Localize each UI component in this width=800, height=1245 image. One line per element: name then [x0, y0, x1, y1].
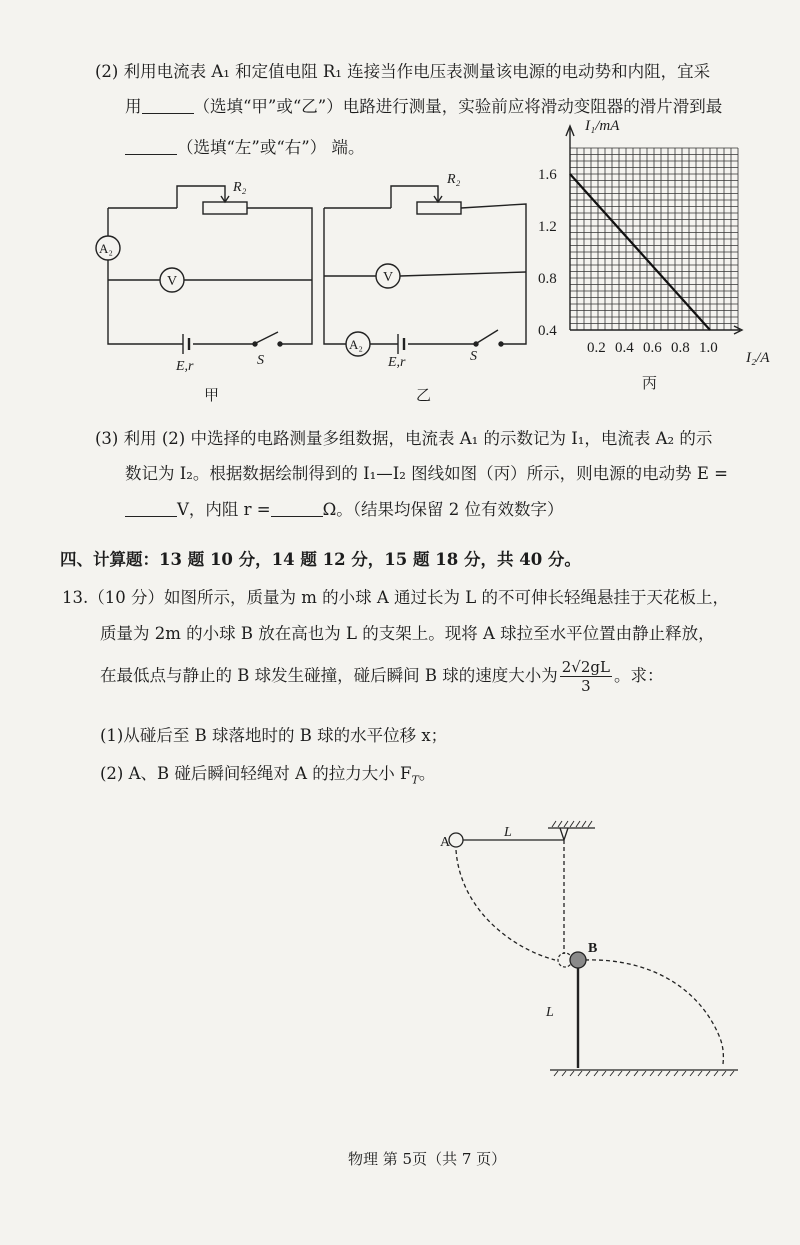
q13-line2: 质量为 2m 的小球 B 放在高也为 L 的支架上。现将 A 球拉至水平位置由静止释放，: [100, 624, 715, 643]
pivot-icon: [560, 828, 568, 840]
velocity-fraction: [560, 658, 612, 695]
page-footer: 物理 第 5页（共 7 页）: [348, 1150, 507, 1168]
graph-caption: 丙: [642, 376, 658, 392]
switch-label: S: [470, 349, 477, 364]
y-axis-label: I₁/mA: [585, 118, 620, 134]
x-tick-label: 0.4: [615, 340, 634, 356]
answer-blank-resistance: [271, 500, 323, 518]
q2-line3: [125, 134, 365, 158]
x-tick-label: 0.6: [643, 340, 662, 356]
answer-blank-direction: [125, 138, 177, 156]
q13-line3-post: 。求：: [613, 666, 664, 685]
q3-line3: [125, 496, 564, 520]
circuit-jia: [90, 172, 322, 407]
source-label: E,r: [176, 359, 194, 374]
trajectory-b: [585, 960, 723, 1064]
voltmeter-label: V: [167, 274, 178, 289]
q2-line3-post: （选填“左”或“右”） 端。: [177, 138, 365, 157]
voltmeter-label: V: [383, 270, 394, 285]
circuit-caption: 乙: [416, 388, 432, 404]
q13-line3-pre: 在最低点与静止的 B 球发生碰撞，碰后瞬间 B 球的速度大小为: [100, 666, 558, 685]
q3-line2: 数记为 I₂。根据数据绘制得到的 I₁—I₂ 图线如图（丙）所示，则电源的电动势 E =: [125, 464, 728, 483]
x-tick-label: 0.8: [671, 340, 690, 356]
q13-sub2-end: 。: [418, 764, 436, 783]
y-tick-label: 0.4: [538, 323, 557, 339]
q3-line3-b: Ω。（结果均保留 2 位有效数字）: [322, 500, 564, 519]
y-tick-label: 1.2: [538, 219, 557, 235]
rheostat-label: R₂: [233, 180, 247, 195]
circuit-yi: [316, 172, 538, 407]
q13-sub2: [100, 760, 435, 786]
label-length-rope: L: [504, 825, 512, 840]
q2-line2-post: （选填“甲”或“乙”）电路进行测量，实验前应将滑动变阻器的滑片滑到最: [193, 97, 723, 116]
ball-b-icon: [570, 952, 586, 968]
x-tick-label: 0.2: [587, 340, 606, 356]
answer-blank-circuit: [142, 97, 194, 115]
label-b: B: [588, 941, 598, 956]
q2-line2-pre: 用: [125, 97, 142, 116]
y-tick-label: 1.6: [538, 167, 557, 183]
q13-line3: [100, 658, 663, 695]
ammeter-label: A₂: [349, 337, 363, 352]
q2-line1: (2) 利用电流表 A₁ 和定值电阻 R₁ 连接当作电压表测量该电源的电动势和内阻，宜采: [95, 62, 711, 81]
q13-line1: 13.（10 分）如图所示，质量为 m 的小球 A 通过长为 L 的不可伸长轻绳悬挂于天花板上，: [62, 588, 729, 607]
fraction-denominator: 3: [581, 677, 591, 695]
pendulum-figure: [420, 818, 750, 1088]
q3-line3-a: V，内阻 r =: [177, 500, 271, 519]
section-heading: 四、计算题：13 题 10 分，14 题 12 分，15 题 18 分，共 40 分。: [60, 550, 581, 569]
label-a: A: [440, 835, 451, 850]
q13-sub1: (1)从碰后至 B 球落地时的 B 球的水平位移 x；: [100, 726, 448, 745]
rheostat-label: R₂: [447, 172, 461, 187]
q3-line1: (3) 利用 (2) 中选择的电路测量多组数据，电流表 A₁ 的示数记为 I₁，电流表 A₂ 的示: [95, 429, 713, 448]
y-tick-label: 0.8: [538, 271, 557, 287]
ammeter-label: A₂: [99, 241, 113, 256]
q13-sub2-subscript: T: [411, 773, 419, 787]
source-label: E,r: [388, 355, 406, 370]
ball-a-icon: [449, 833, 463, 847]
switch-label: S: [257, 353, 264, 368]
x-axis-label: I₂/A: [746, 350, 770, 366]
circuit-caption: 甲: [204, 388, 220, 404]
q13-sub2-text: (2) A、B 碰后瞬间轻绳对 A 的拉力大小 F: [100, 764, 412, 783]
fraction-numerator: 2√2gL: [561, 658, 610, 676]
answer-blank-emf: [125, 500, 177, 518]
arc-a: [456, 850, 555, 960]
graph-bing: [530, 112, 792, 394]
label-length-stand: L: [546, 1005, 554, 1020]
x-tick-label: 1.0: [699, 340, 718, 356]
